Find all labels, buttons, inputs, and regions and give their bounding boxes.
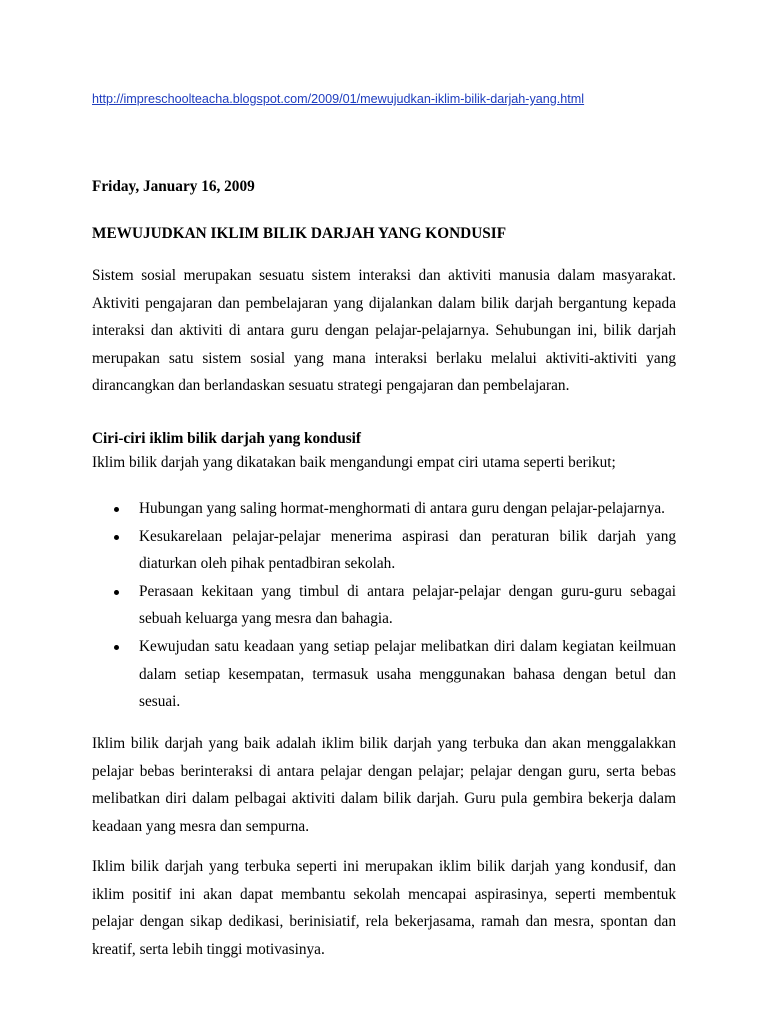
list-intro: Iklim bilik darjah yang dikatakan baik mengandungi empat ciri utama seperti berikut;: [92, 454, 616, 471]
list-item-text: Kesukarelaan pelajar-pelajar menerima aspirasi dan peraturan bilik darjah yang diaturkan oleh pihak pentadbiran sekolah.: [139, 527, 676, 573]
section-heading: Ciri-ciri iklim bilik darjah yang kondusif: [92, 430, 362, 447]
paragraph-open-climate: Iklim bilik darjah yang baik adalah iklim bilik darjah yang terbuka dan akan menggalakkan pelajar bebas berinteraksi di antara pelajar dengan pelajar; pelajar dengan guru, serta bebas melibatkan diri dalam pelbagai aktiviti dalam bilik darjah. Guru pula gembira bekerja dalam keadaan yang mesra dan sempurna.: [92, 735, 676, 835]
list-item-text: Hubungan yang saling hormat-menghormati di antara guru dengan pelajar-pelajarnya.: [139, 500, 665, 517]
list-item: [92, 633, 676, 716]
list-item-text: Perasaan kekitaan yang timbul di antara pelajar-pelajar dengan guru-guru sebagai sebuah keluarga yang mesra dan bahagia.: [139, 582, 676, 628]
source-link[interactable]: http://impreschoolteacha.blogspot.com/2009/01/mewujudkan-iklim-bilik-darjah-yang.html: [92, 92, 585, 106]
post-title: MEWUJUDKAN IKLIM BILIK DARJAH YANG KONDUSIF: [92, 225, 507, 242]
bullet-icon: [114, 535, 119, 540]
bullet-icon: [114, 590, 119, 595]
paragraph-conducive-climate: Iklim bilik darjah yang terbuka seperti ini merupakan iklim bilik darjah yang kondusif, dan iklim positif ini akan dapat membantu sekolah mencapai aspirasinya, seperti membentuk pelajar dengan sikap dedikasi, berinisiatif, rela bekerjasama, ramah dan mesra, spontan dan kreatif, serta lebih tinggi motivasinya.: [92, 858, 676, 958]
list-item: [92, 495, 676, 523]
list-item-text: Kewujudan satu keadaan yang setiap pelajar melibatkan diri dalam kegiatan keilmuan dalam setiap kesempatan, termasuk usaha menggunakan bahasa dengan betul dan sesuai.: [139, 637, 676, 711]
bullet-icon: [114, 645, 119, 650]
paragraph-intro: Sistem sosial merupakan sesuatu sistem interaksi dan aktiviti manusia dalam masyarakat. Aktiviti pengajaran dan pembelajaran yang dijalankan dalam bilik darjah bergantung kepada interaksi dan aktiviti di antara guru dengan pelajar-pelajarnya. Sehubungan ini, bilik darjah merupakan satu sistem sosial yang mana interaksi berlaku melalui aktiviti-aktiviti yang dirancangkan dan berlandaskan sesuatu strategi pengajaran dan pembelajaran.: [92, 267, 676, 395]
bullet-icon: [114, 507, 119, 512]
post-date: Friday, January 16, 2009: [92, 178, 255, 195]
list-item: [92, 578, 676, 633]
bullet-list: [92, 495, 676, 716]
list-item: [92, 523, 676, 578]
